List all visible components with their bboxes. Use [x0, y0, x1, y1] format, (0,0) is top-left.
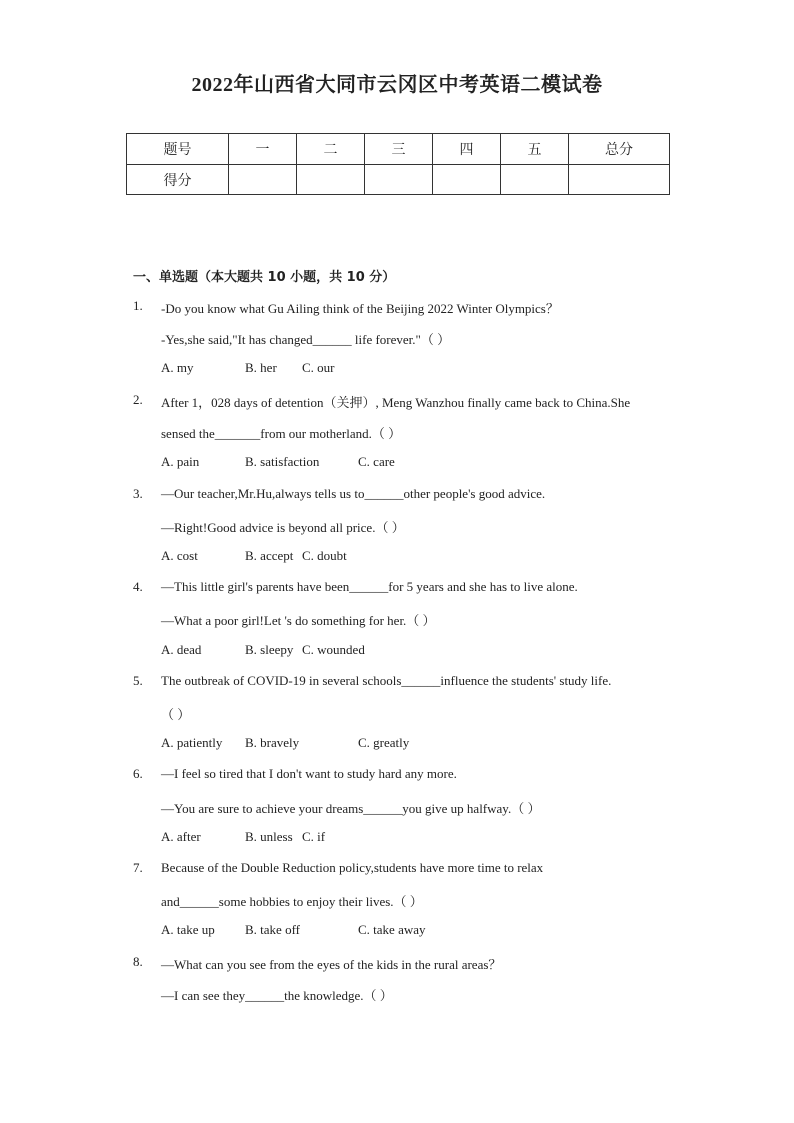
score-entry-cell: [297, 165, 365, 195]
question-line: —Our teacher,Mr.Hu,always tells us to______other people's good advice.: [161, 486, 546, 501]
question-line: sensed the_______from our motherland.（ ）: [161, 426, 402, 441]
score-table-cell: 五: [501, 134, 569, 165]
question-line: and______some hobbies to enjoy their lives.（ ）: [161, 894, 423, 909]
question-line: -Do you know what Gu Ailing think of the Beijing 2022 Winter Olympics？: [161, 301, 559, 316]
question-line: （ ）: [161, 707, 191, 722]
section-heading: 一、单选题（本大题共 10 小题，共 10 分）: [133, 270, 396, 285]
question-line: Because of the Double Reduction policy,students have more time to relax: [161, 860, 544, 875]
score-table-cell: 题号: [127, 134, 229, 165]
score-table-cell: 总分: [569, 134, 670, 165]
score-table-cell: 四: [433, 134, 501, 165]
question-line: —I can see they______the knowledge.（ ）: [161, 988, 393, 1003]
option-a: A. take up: [161, 922, 215, 937]
option-a: A. after: [161, 829, 201, 844]
question-number: 5.: [133, 673, 143, 688]
question-number: 2.: [133, 392, 143, 407]
option-b: B. take off: [245, 922, 300, 937]
option-b: B. sleepy: [245, 642, 294, 657]
option-c: C. wounded: [302, 642, 365, 657]
score-table: [126, 133, 670, 195]
option-a: A. cost: [161, 548, 198, 563]
question-line: —I feel so tired that I don't want to study hard any more.: [161, 766, 457, 781]
score-table-cell: 三: [365, 134, 433, 165]
option-b: B. bravely: [245, 735, 300, 750]
question-number: 3.: [133, 486, 143, 501]
question-line: —What a poor girl!Let 's do something for her.（ ）: [161, 613, 436, 628]
option-a: A. patiently: [161, 735, 223, 750]
question-line: —You are sure to achieve your dreams______you give up halfway.（ ）: [161, 801, 541, 816]
option-c: C. doubt: [302, 548, 347, 563]
question-line: —What can you see from the eyes of the kids in the rural areas？: [161, 957, 502, 972]
option-c: C. greatly: [358, 735, 410, 750]
option-b: B. accept: [245, 548, 294, 563]
option-b: B. unless: [245, 829, 293, 844]
option-a: A. my: [161, 360, 194, 375]
question-line: The outbreak of COVID-19 in several schools______influence the students' study life.: [161, 673, 612, 688]
score-table-cell: 二: [297, 134, 365, 165]
score-entry-cell: [569, 165, 670, 195]
score-table-header-row: [127, 134, 670, 165]
question-line: After 1，028 days of detention（关押）, Meng Wanzhou finally came back to China.She: [161, 395, 631, 410]
question-number: 8.: [133, 954, 143, 969]
question-line: —Right!Good advice is beyond all price.（ ）: [161, 520, 405, 535]
question-number: 7.: [133, 860, 143, 875]
score-entry-cell: [501, 165, 569, 195]
score-table-score-row: [127, 165, 670, 195]
question-number: 4.: [133, 579, 143, 594]
option-a: A. dead: [161, 642, 202, 657]
option-b: B. satisfaction: [245, 454, 320, 469]
question-number: 1.: [133, 298, 143, 313]
option-b: B. her: [245, 360, 277, 375]
page-title: 2022年山西省大同市云冈区中考英语二模试卷: [191, 74, 603, 96]
score-table-cell: 一: [229, 134, 297, 165]
option-c: C. take away: [358, 922, 426, 937]
question-number: 6.: [133, 766, 143, 781]
option-c: C. care: [358, 454, 395, 469]
score-entry-cell: [433, 165, 501, 195]
question-line: —This little girl's parents have been______for 5 years and she has to live alone.: [161, 579, 578, 594]
score-entry-cell: [365, 165, 433, 195]
score-table-cell: 得分: [127, 165, 229, 195]
option-c: C. if: [302, 829, 326, 844]
question-line: -Yes,she said,"It has changed______ life forever."（ ）: [161, 332, 451, 347]
option-c: C. our: [302, 360, 335, 375]
option-a: A. pain: [161, 454, 200, 469]
score-entry-cell: [229, 165, 297, 195]
